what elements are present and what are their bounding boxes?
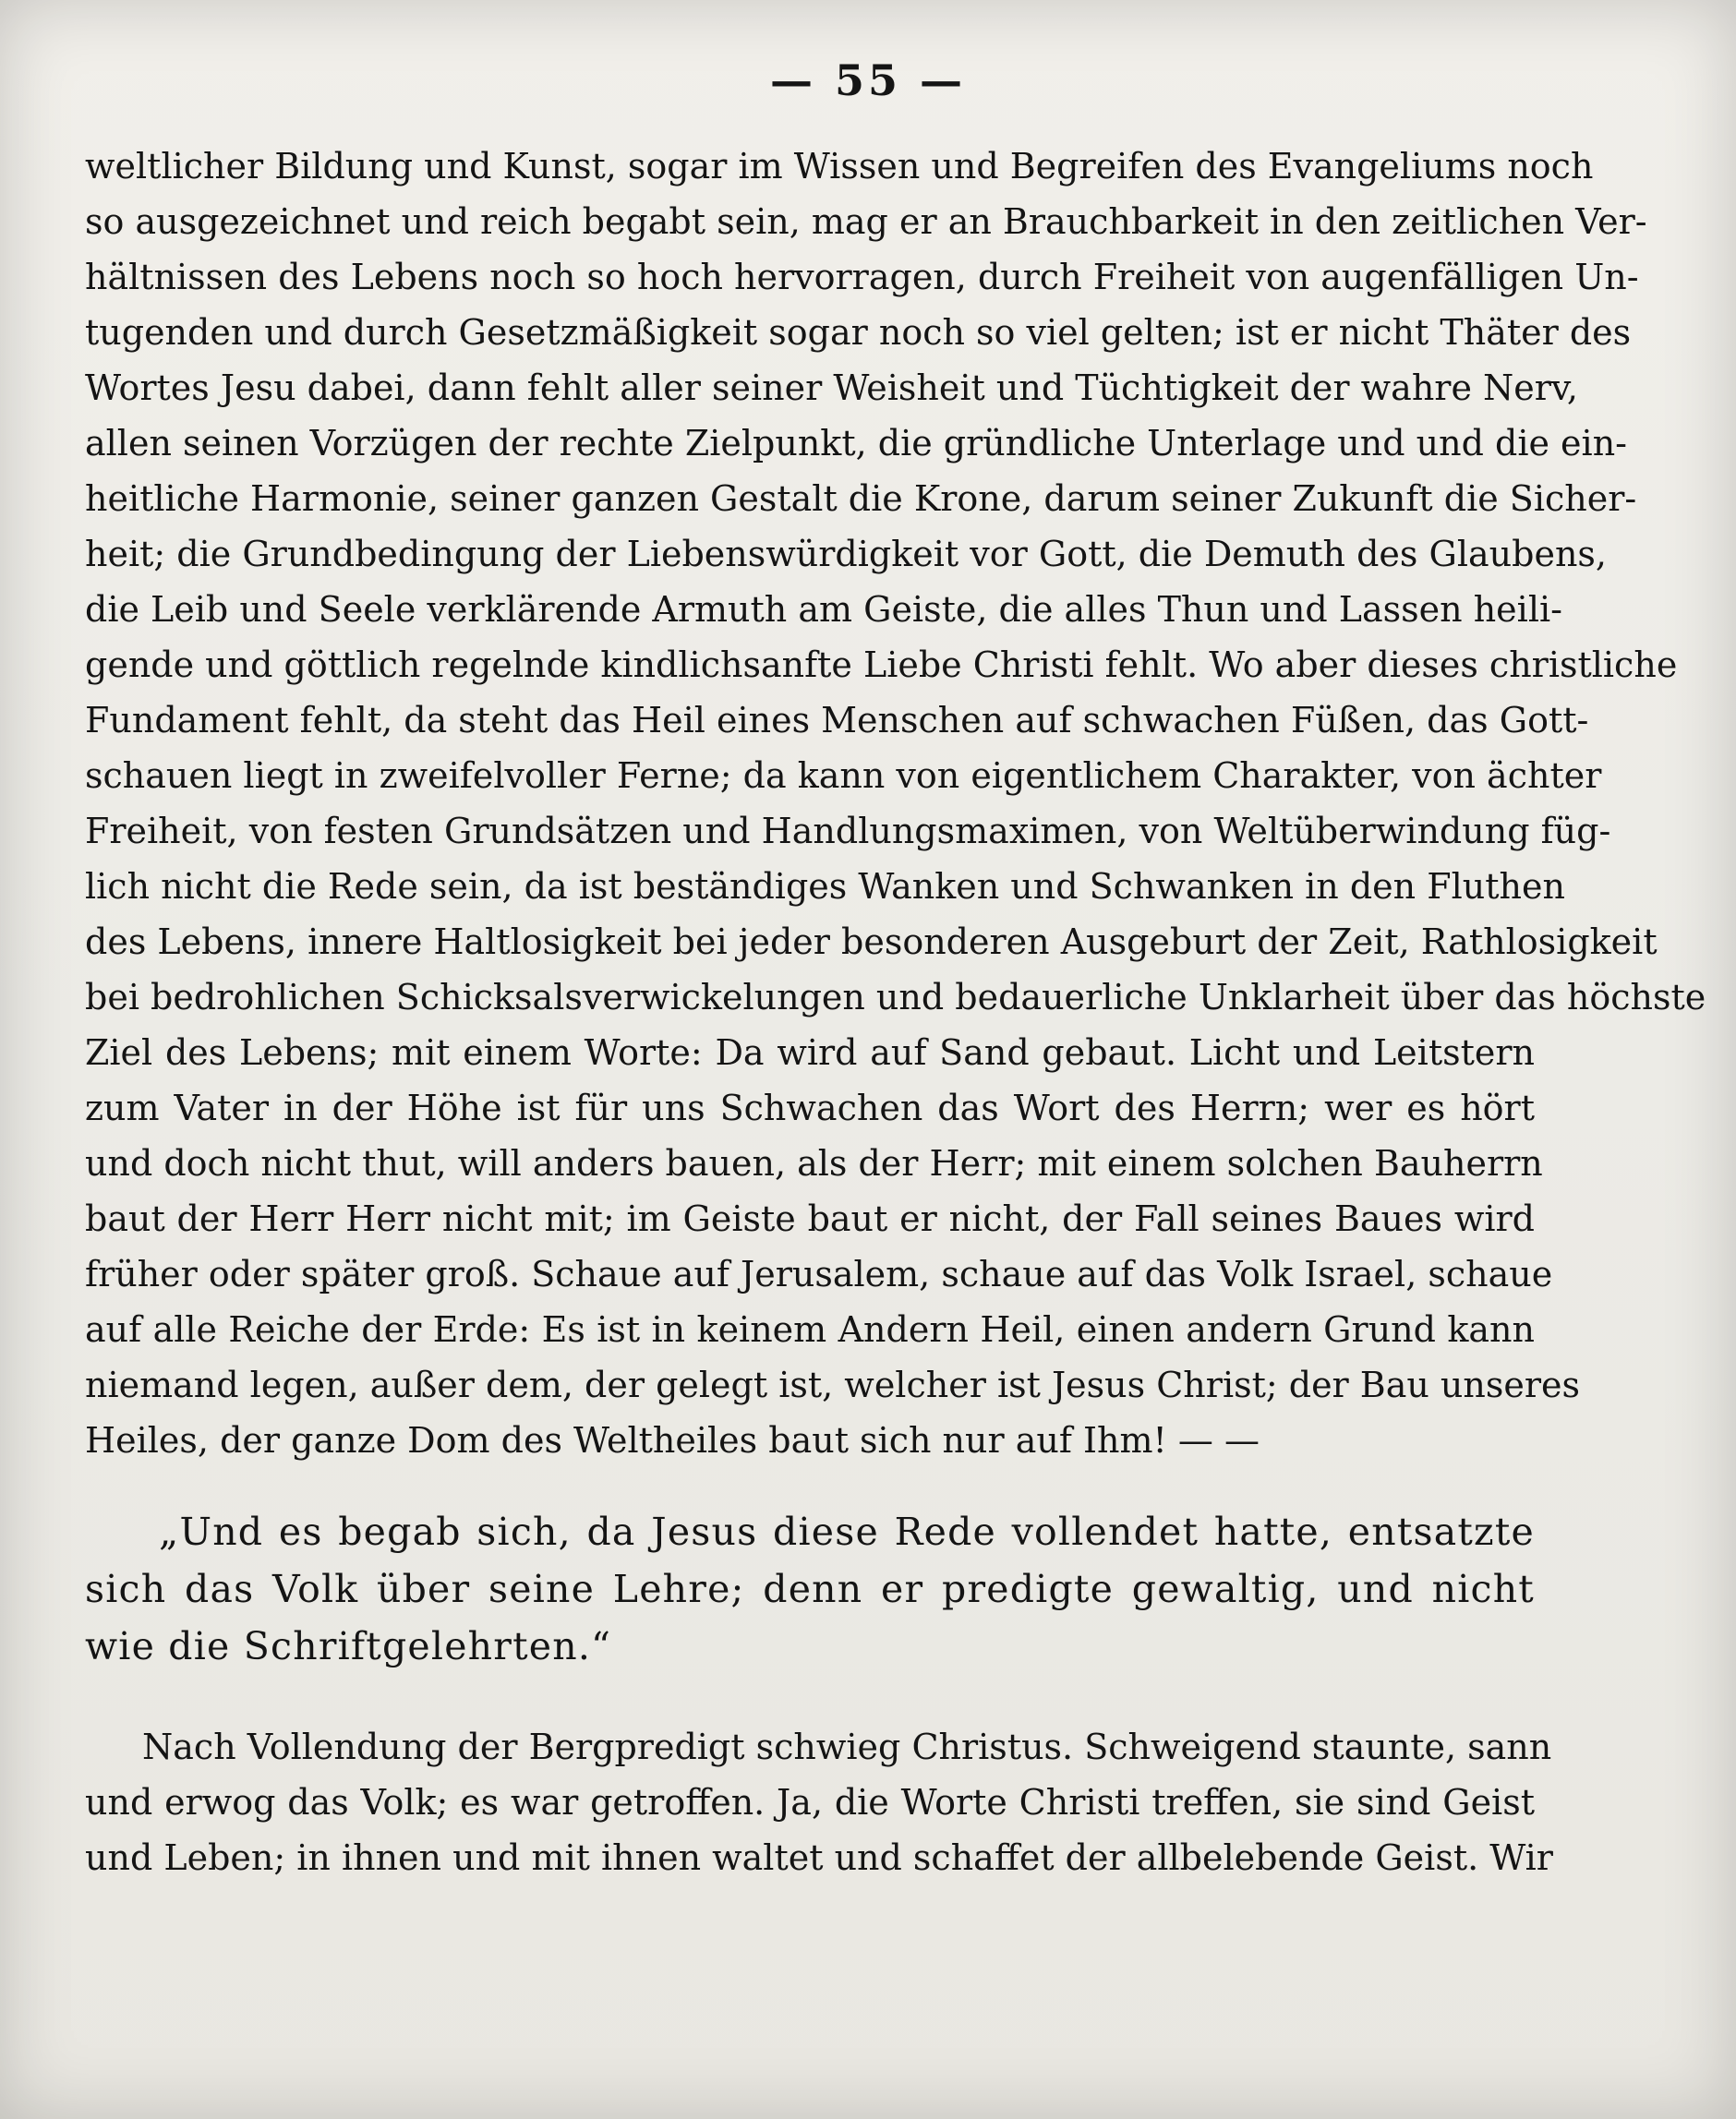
text-line: und erwog das Volk; es war getroffen. Ja, die Worte Christi treffen, sie sind Geist: [85, 1782, 1535, 1823]
paragraph-closing: [85, 1719, 1553, 1885]
page-number: — 55 —: [769, 55, 967, 105]
text-line: baut der Herr Herr nicht mit; im Geiste baut er nicht, der Fall seines Baues wird: [85, 1198, 1535, 1239]
text-line: heitliche Harmonie, seiner ganzen Gestalt die Krone, darum seiner Zukunft die Sicher-: [85, 478, 1637, 519]
text-line: lich nicht die Rede sein, da ist beständiges Wanken und Schwanken in den Fluthen: [85, 866, 1565, 907]
quote-line: sich das Volk über seine Lehre; denn er predigte gewaltig, und nicht: [85, 1567, 1535, 1611]
text-line: zum Vater in der Höhe ist für uns Schwachen das Wort des Herrn; wer es hört: [85, 1088, 1535, 1128]
text-line: früher oder später groß. Schaue auf Jerusalem, schaue auf das Volk Israel, schaue: [85, 1254, 1553, 1294]
text-line: weltlicher Bildung und Kunst, sogar im Wissen und Begreifen des Evangeliums noch: [85, 146, 1594, 187]
text-line: Heiles, der ganze Dom des Weltheiles baut sich nur auf Ihm! — —: [85, 1420, 1260, 1461]
text-line: und Leben; in ihnen und mit ihnen waltet und schaffet der allbelebende Geist. Wir: [85, 1837, 1553, 1878]
text-line: Freiheit, von festen Grundsätzen und Handlungsmaximen, von Weltüberwindung füg-: [85, 811, 1611, 851]
text-line: hältnissen des Lebens noch so hoch hervorragen, durch Freiheit von augenfälligen Un-: [85, 257, 1639, 297]
text-line: tugenden und durch Gesetzmäßigkeit sogar noch so viel gelten; ist er nicht Thäter des: [85, 312, 1632, 353]
text-line: so ausgezeichnet und reich begabt sein, mag er an Brauchbarkeit in den zeitlichen Ver-: [85, 201, 1647, 242]
text-line: auf alle Reiche der Erde: Es ist in keinem Andern Heil, einen andern Grund kann: [85, 1309, 1535, 1350]
text-line: und doch nicht thut, will anders bauen, als der Herr; mit einem solchen Bauherrn: [85, 1143, 1543, 1184]
page-body: [85, 138, 1706, 1885]
paragraph-main: [85, 138, 1706, 1468]
text-line: schauen liegt in zweifelvoller Ferne; da kann von eigentlichem Charakter, von ächter: [85, 755, 1602, 796]
text-line: Ziel des Lebens; mit einem Worte: Da wird auf Sand gebaut. Licht und Leitstern: [85, 1032, 1535, 1073]
text-line: heit; die Grundbedingung der Liebenswürdigkeit vor Gott, die Demuth des Glaubens,: [85, 534, 1608, 574]
text-line: gende und göttlich regelnde kindlichsanfte Liebe Christi fehlt. Wo aber dieses christliche: [85, 644, 1678, 685]
text-line: Nach Vollendung der Bergpredigt schwieg Christus. Schweigend staunte, sann: [142, 1727, 1552, 1767]
quote-line: „Und es begab sich, da Jesus diese Rede vollendet hatte, entsatzte: [159, 1510, 1535, 1554]
text-line: des Lebens, innere Haltlosigkeit bei jeder besonderen Ausgeburt der Zeit, Rathlosigkeit: [85, 921, 1658, 962]
text-line: Wortes Jesu dabei, dann fehlt aller seiner Weisheit und Tüchtigkeit der wahre Nerv,: [85, 367, 1578, 408]
text-line: allen seinen Vorzügen der rechte Zielpunkt, die gründliche Unterlage und und die ein-: [85, 423, 1628, 464]
text-line: niemand legen, außer dem, der gelegt ist, welcher ist Jesus Christ; der Bau unseres: [85, 1365, 1581, 1405]
quote-line: wie die Schriftgelehrten.“: [85, 1624, 612, 1668]
text-line: bei bedrohlichen Schicksalsverwickelungen und bedauerliche Unklarheit über das höchste: [85, 977, 1706, 1017]
text-line: die Leib und Seele verklärende Armuth am Geiste, die alles Thun und Lassen heili-: [85, 589, 1562, 630]
text-line: Fundament fehlt, da steht das Heil eines Menschen auf schwachen Füßen, das Gott-: [85, 700, 1589, 740]
bible-quote: [85, 1503, 1535, 1675]
